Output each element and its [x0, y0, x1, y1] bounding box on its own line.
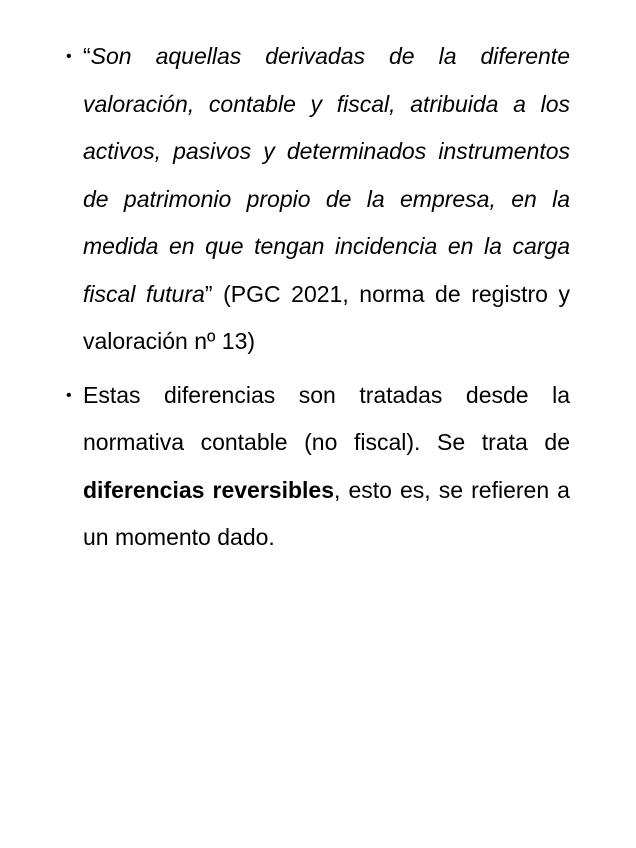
bullet-icon: • — [66, 386, 72, 404]
citation: (PGC 2021, norma de registro y valoración nº 13) — [83, 280, 571, 354]
bullet-list — [60, 33, 570, 562]
bullet-icon: • — [66, 48, 72, 65]
bullet-item-explanation — [60, 372, 570, 562]
explanation-bold-term: diferencias reversibles — [83, 476, 334, 503]
definition-quote: Son aquellas derivadas de la diferente valoración, contable y fiscal, atribuida a los activos, pasivos y determinados instrumentos de patrimonio propio de la empresa, en la medida en que tengan incidencia en la carga fiscal futura — [83, 43, 570, 307]
explanation-text-after: , esto es, se refieren a un momento dado. — [83, 476, 570, 550]
close-quote: ” — [204, 280, 213, 307]
bullet-item-definition — [60, 33, 570, 366]
open-quote: “ — [83, 43, 91, 69]
explanation-text-before: Estas diferencias son tratadas desde la normativa contable (no fiscal). Se trata de — [83, 381, 570, 455]
